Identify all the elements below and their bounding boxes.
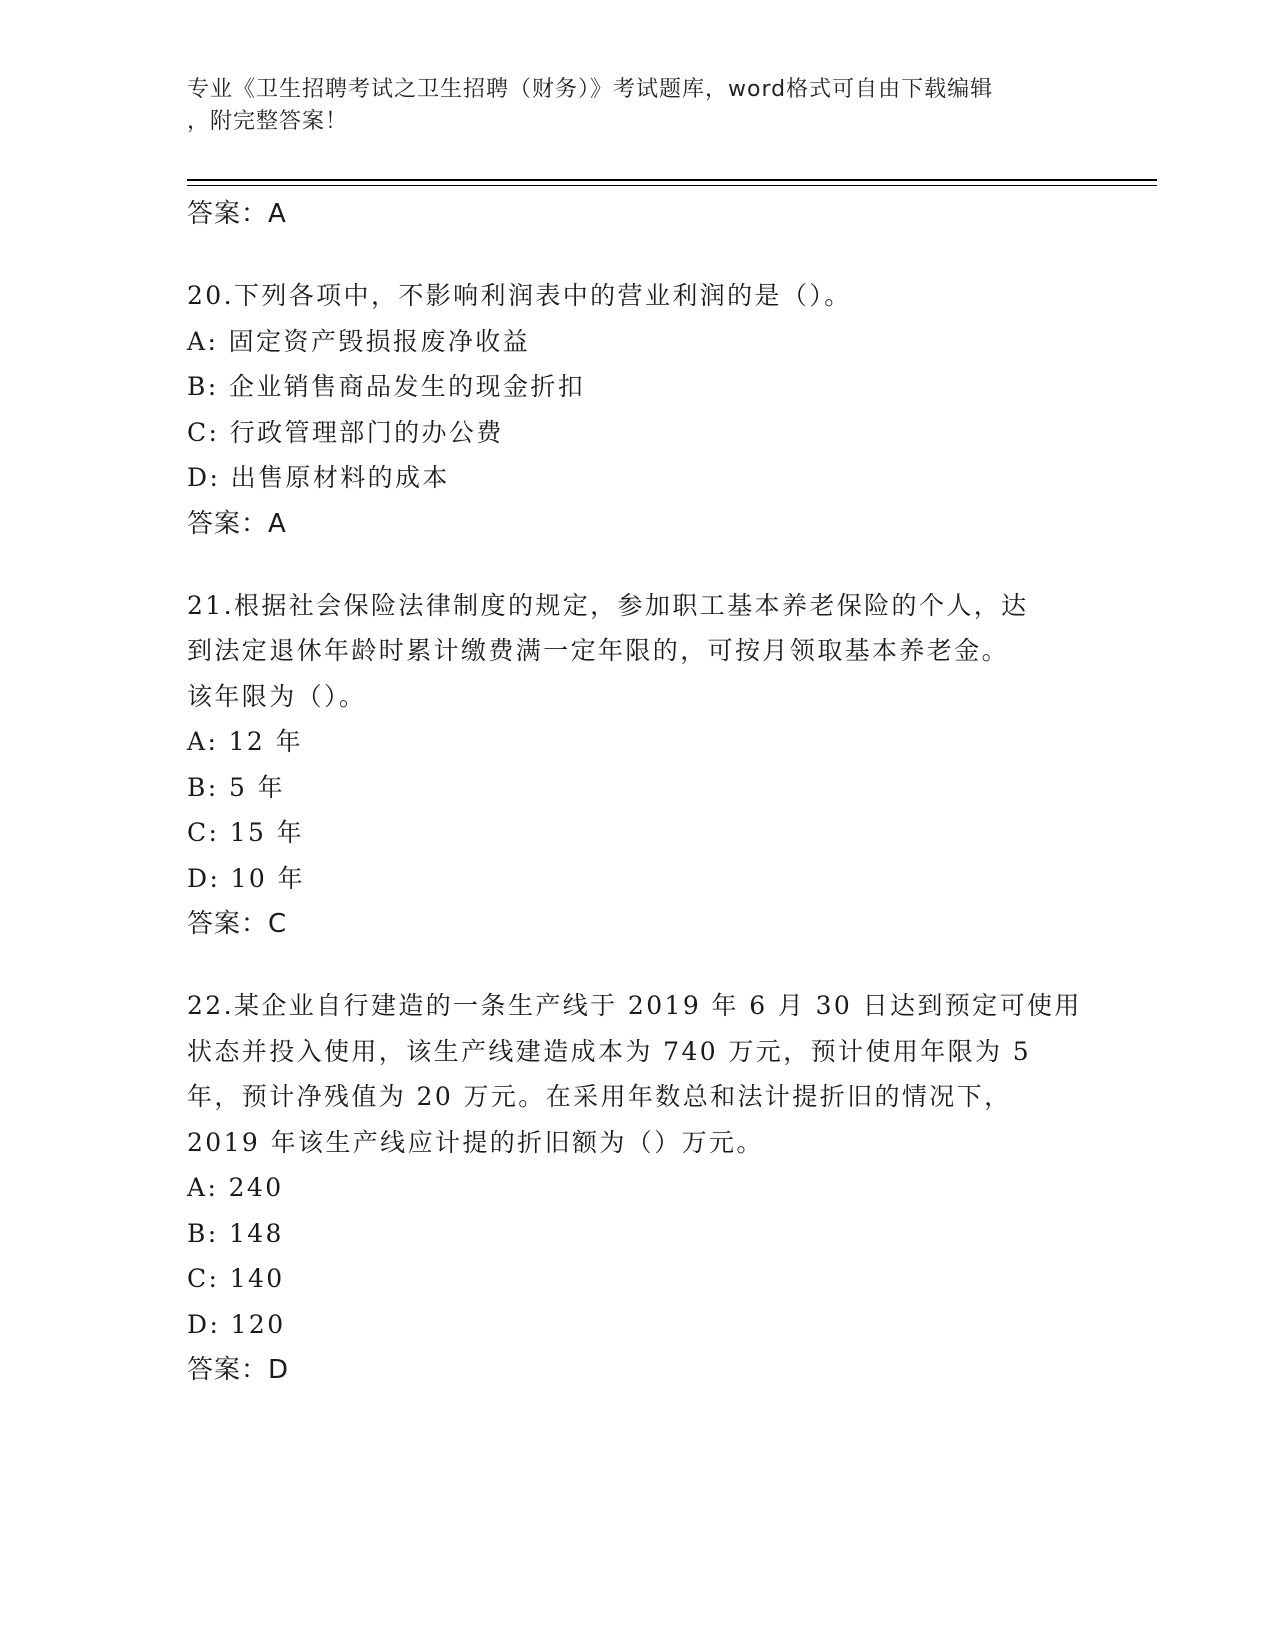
question-21 <box>187 583 1087 948</box>
header-line-2: ，附完整答案！ <box>187 109 349 134</box>
page-header <box>187 74 1087 138</box>
question-content <box>187 191 1087 1393</box>
question-22 <box>187 983 1087 1393</box>
header-divider <box>187 179 1157 186</box>
option-a: A: 固定资产毁损报废净收益 <box>187 326 531 356</box>
option-a: A: 12 年 <box>187 727 303 756</box>
option-c: C: 行政管理部门的办公费 <box>187 417 504 447</box>
option-a: A: 240 <box>187 1173 284 1202</box>
question-stem-line: 年，预计净残值为 20 万元。在采用年数总和法计提折旧的情况下， <box>187 1082 1012 1111</box>
question-stem-line: 21.根据社会保险法律制度的规定，参加职工基本养老保险的个人，达 <box>187 590 1029 620</box>
answer: 答案：D <box>187 1355 290 1385</box>
question-stem-line: 状态并投入使用，该生产线建造成本为 740 万元，预计使用年限为 5 <box>187 1036 1032 1066</box>
question-stem-line: 该年限为（）。 <box>187 681 367 711</box>
answer: 答案：C <box>187 909 288 939</box>
option-c: C: 15 年 <box>187 818 305 847</box>
option-b: B: 5 年 <box>187 772 285 802</box>
option-d: D: 120 <box>187 1309 286 1339</box>
question-stem-line: 22.某企业自行建造的一条生产线于 2019 年 6 月 30 日达到预定可使用 <box>187 991 1082 1020</box>
question-stem-line: 2019 年该生产线应计提的折旧额为（）万元。 <box>187 1127 764 1157</box>
question-stem-line: 到法定退休年龄时累计缴费满一定年限的，可按月领取基本养老金。 <box>187 636 1010 665</box>
option-d: D: 10 年 <box>187 863 305 893</box>
question-20 <box>187 273 1087 547</box>
answer: 答案：A <box>187 508 287 539</box>
previous-answer: 答案：A <box>187 199 287 229</box>
header-line-1: 专业《卫生招聘考试之卫生招聘（财务）》考试题库，word格式可自由下载编辑 <box>187 77 994 102</box>
option-d: D: 出售原材料的成本 <box>187 463 450 492</box>
option-b: B: 148 <box>187 1218 284 1248</box>
option-b: B: 企业销售商品发生的现金折扣 <box>187 372 586 401</box>
question-stem: 20.下列各项中，不影响利润表中的营业利润的是（）。 <box>187 281 852 310</box>
option-c: C: 140 <box>187 1264 285 1293</box>
